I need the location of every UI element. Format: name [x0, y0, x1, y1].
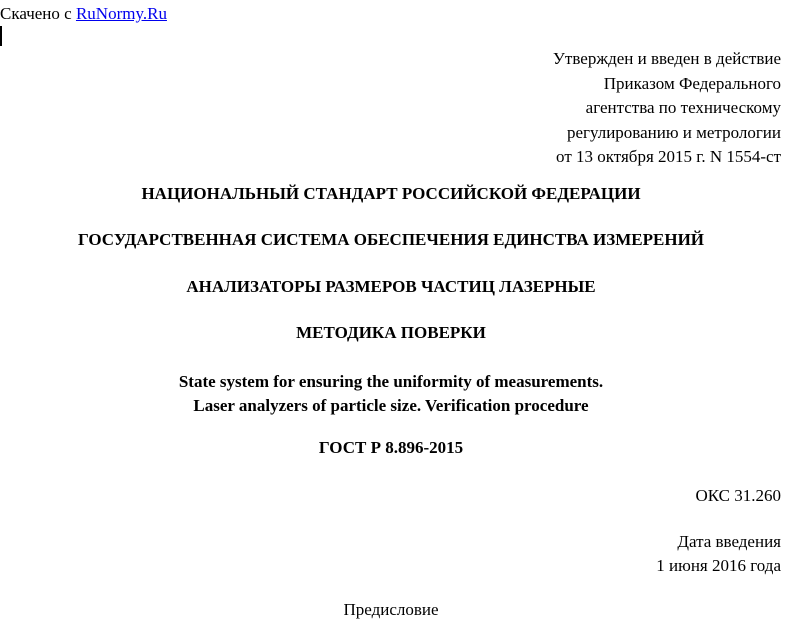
oks-code: ОКС 31.260 [695, 486, 781, 505]
runormy-link[interactable]: RuNormy.Ru [75, 4, 167, 23]
introduction-date: 1 июня 2016 года [656, 556, 781, 575]
method-heading: МЕТОДИКА ПОВЕРКИ [296, 323, 486, 342]
introduction-label: Дата введения [677, 532, 781, 551]
subject-heading: АНАЛИЗАТОРЫ РАЗМЕРОВ ЧАСТИЦ ЛАЗЕРНЫЕ [186, 277, 596, 296]
english-title [0, 370, 782, 418]
approval-line: Утвержден и введен в действие [552, 49, 781, 68]
text-cursor [0, 26, 2, 46]
national-standard-heading: НАЦИОНАЛЬНЫЙ СТАНДАРТ РОССИЙСКОЙ ФЕДЕРАЦИИ [141, 184, 641, 203]
approval-line: регулированию и метрологии [566, 122, 781, 142]
introduction-date-block [656, 530, 781, 578]
system-heading: ГОСУДАРСТВЕННАЯ СИСТЕМА ОБЕСПЕЧЕНИЯ ЕДИНСТВА ИЗМЕРЕНИЙ [77, 230, 705, 249]
english-title-line: State system for ensuring the uniformity of measurements. [178, 372, 604, 391]
approval-line: от 13 октября 2015 г. N 1554-ст [556, 147, 781, 166]
approval-block [553, 47, 781, 170]
download-note [0, 4, 167, 24]
approval-line: Приказом Федерального [603, 73, 781, 93]
preface-title: Предисловие [343, 600, 439, 619]
download-note-prefix: Скачено с [0, 4, 76, 23]
gost-number: ГОСТ Р 8.896-2015 [318, 438, 464, 457]
english-title-line: Laser analyzers of particle size. Verification procedure [193, 396, 589, 415]
approval-line: агентства по техническому [585, 98, 781, 117]
